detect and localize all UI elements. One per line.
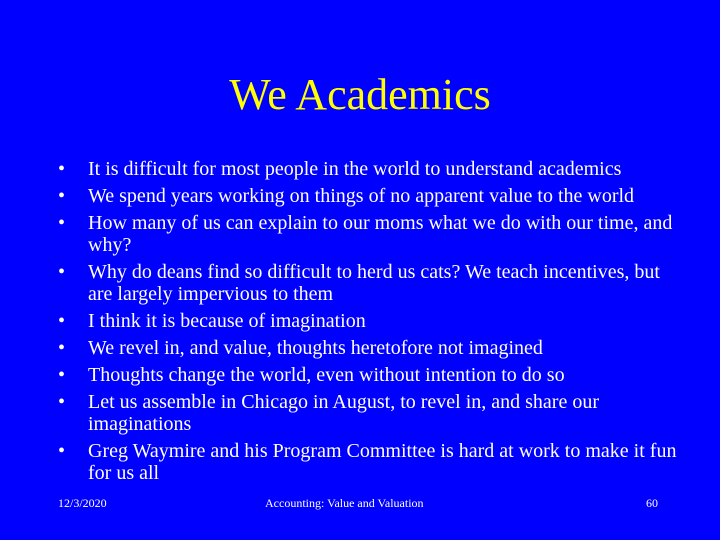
- bullet-marker: •: [58, 337, 66, 359]
- bullet-marker: •: [58, 185, 66, 207]
- bullet-text: It is difficult for most people in the world to understand academics: [88, 158, 622, 180]
- slide-title: We Academics: [229, 70, 491, 119]
- footer-title: Accounting: Value and Valuation: [265, 496, 424, 510]
- bullet-item: [58, 261, 678, 305]
- bullet-text: Thoughts change the world, even without intention to do so: [88, 364, 565, 386]
- bullet-marker: •: [58, 440, 66, 462]
- bullet-text: We spend years working on things of no apparent value to the world: [88, 185, 635, 207]
- footer-date: 12/3/2020: [58, 496, 107, 510]
- slide-number: 60: [646, 496, 658, 510]
- bullet-item: [58, 158, 678, 180]
- bullet-text: Why do deans find so difficult to herd us cats? We teach incentives, but are largely impervious to them: [88, 261, 660, 305]
- bullet-text: How many of us can explain to our moms what we do with our time, and why?: [88, 212, 673, 256]
- bullet-marker: •: [58, 310, 66, 332]
- bullet-item: [58, 185, 678, 207]
- bullet-item: [58, 337, 678, 359]
- bullet-item: [58, 310, 678, 332]
- bullet-marker: •: [58, 391, 66, 413]
- bullet-marker: •: [58, 158, 66, 180]
- bullet-marker: •: [58, 261, 66, 283]
- bullet-text: Greg Waymire and his Program Committee is hard at work to make it fun for us all: [88, 440, 677, 484]
- bullet-text: Let us assemble in Chicago in August, to revel in, and share our imaginations: [88, 391, 600, 435]
- bullet-marker: •: [58, 364, 66, 386]
- bullet-list: [58, 158, 678, 489]
- bullet-marker: •: [58, 212, 66, 234]
- bullet-item: [58, 440, 678, 484]
- bullet-text: We revel in, and value, thoughts heretofore not imagined: [88, 337, 543, 359]
- bullet-item: [58, 391, 678, 435]
- bullet-item: [58, 212, 678, 256]
- bullet-item: [58, 364, 678, 386]
- bullet-text: I think it is because of imagination: [88, 310, 366, 332]
